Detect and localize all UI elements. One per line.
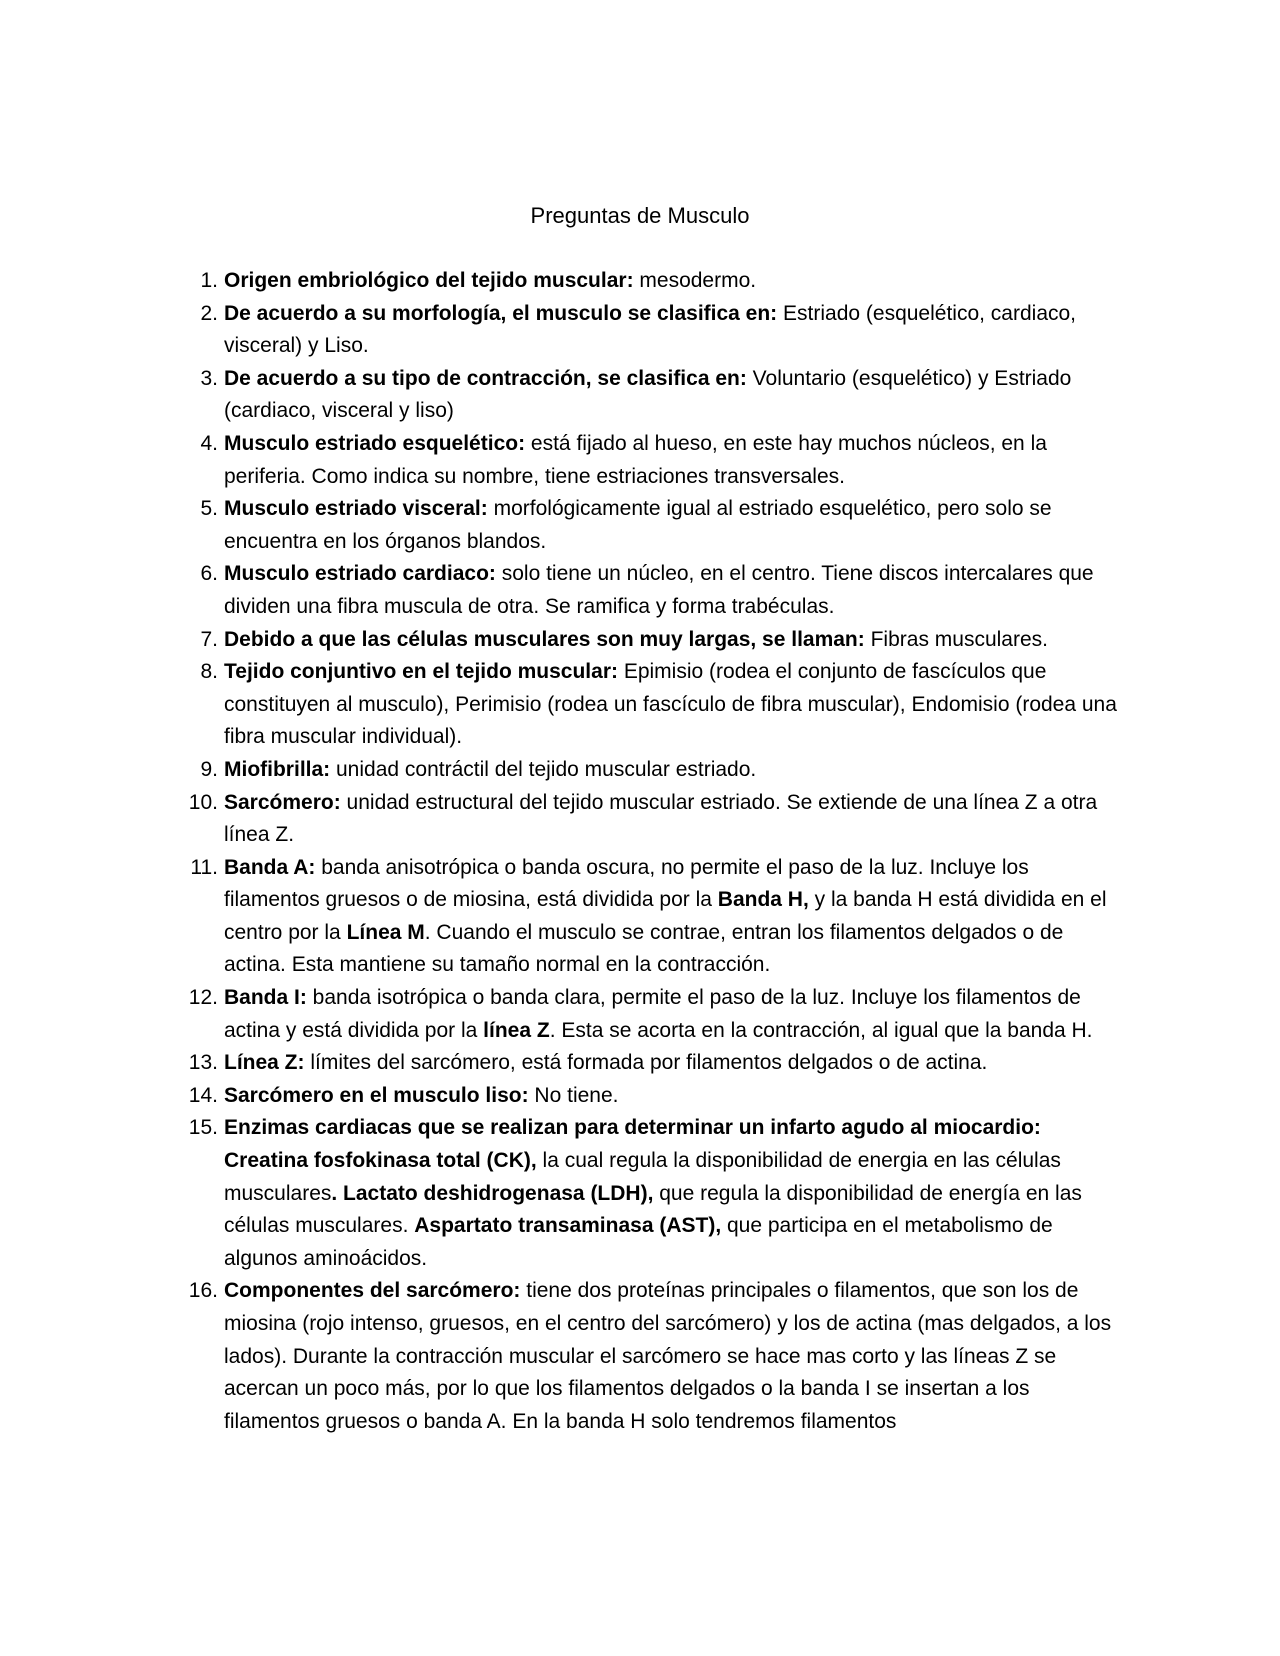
item-number: 9. xyxy=(200,757,218,781)
item-term: Componentes del sarcómero: xyxy=(224,1279,521,1303)
item-term: Musculo estriado cardiaco: xyxy=(224,562,496,586)
item-definition: unidad contráctil del tejido muscular estriado. xyxy=(330,757,757,781)
list-item xyxy=(180,428,1120,493)
list-item xyxy=(180,754,1120,787)
item-term: Enzimas cardiacas que se realizan para determinar un infarto agudo al miocardio: Creatina fosfokinasa total (CK), xyxy=(224,1116,1041,1173)
list-item xyxy=(180,493,1120,558)
item-text xyxy=(224,432,1047,488)
item-term: Musculo estriado visceral: xyxy=(224,497,488,521)
item-text xyxy=(224,758,756,781)
item-definition: No tiene. xyxy=(528,1083,619,1107)
item-term: Sarcómero: xyxy=(224,790,341,814)
item-number: 15. xyxy=(188,1116,218,1140)
item-term: Sarcómero en el musculo liso: xyxy=(224,1083,529,1107)
item-term: Línea Z: xyxy=(224,1051,305,1075)
item-definition: banda isotrópica o banda clara, permite el paso de la luz. Incluye los filamentos de actina y está dividida por la xyxy=(224,986,1081,1042)
item-number: 14. xyxy=(188,1083,218,1107)
item-term: De acuerdo a su tipo de contracción, se clasifica en: xyxy=(224,366,747,390)
item-text xyxy=(224,302,1076,358)
item-text xyxy=(224,628,1048,651)
list-item xyxy=(180,1112,1120,1275)
item-term: Tejido conjuntivo en el tejido muscular: xyxy=(224,660,618,684)
item-text xyxy=(224,1116,1082,1269)
item-definition: unidad estructural del tejido muscular estriado. Se extiende de una línea Z a otra línea Z. xyxy=(224,790,1098,847)
item-definition: morfológicamente igual al estriado esquelético, pero solo se encuentra en los órganos blandos. xyxy=(224,497,1052,553)
item-definition: solo tiene un núcleo, en el centro. Tiene discos intercalares que dividen una fibra muscula de otra. Se ramifica y forma trabéculas. xyxy=(224,562,1094,618)
item-definition: límites del sarcómero, está formada por filamentos delgados o de actina. xyxy=(304,1051,988,1075)
item-number: 6. xyxy=(200,562,218,586)
list-item xyxy=(180,265,1120,298)
list-item xyxy=(180,656,1120,754)
item-term: Banda A: xyxy=(224,855,316,879)
item-definition: que participa en el metabolismo de algunos aminoácidos. xyxy=(224,1214,1053,1270)
item-text xyxy=(224,660,1117,748)
item-text xyxy=(224,856,1107,977)
item-term: Línea M xyxy=(346,920,425,944)
item-definition: banda anisotrópica o banda oscura, no permite el paso de la luz. Incluye los filamentos gruesos o de miosina, está dividida por la xyxy=(224,855,1029,912)
item-term: línea Z xyxy=(483,1018,550,1042)
item-term: Origen embriológico del tejido muscular: xyxy=(224,269,634,292)
item-number: 3. xyxy=(200,366,218,390)
item-term: Miofibrilla: xyxy=(224,757,331,781)
item-term: Aspartato transaminasa (AST), xyxy=(414,1214,722,1238)
item-definition: Voluntario (esquelético) y Estriado (cardiaco, visceral y liso) xyxy=(224,366,1072,423)
item-number: 1. xyxy=(200,269,218,292)
item-number: 16. xyxy=(188,1279,218,1303)
item-number: 10. xyxy=(188,790,218,814)
item-term: . Lactato deshidrogenasa (LDH), xyxy=(331,1181,654,1205)
item-term: Musculo estriado esquelético: xyxy=(224,431,526,455)
item-text xyxy=(224,269,756,292)
item-number: 13. xyxy=(188,1051,218,1075)
item-number: 11. xyxy=(190,855,218,879)
item-number: 8. xyxy=(200,660,218,684)
list-item xyxy=(180,624,1120,657)
item-number: 4. xyxy=(200,431,218,455)
item-text xyxy=(224,986,1093,1042)
question-list xyxy=(180,265,1120,1438)
item-text xyxy=(224,367,1071,423)
list-item xyxy=(180,558,1120,623)
item-text xyxy=(224,1279,1111,1432)
item-definition: Epimisio (rodea el conjunto de fascículos que constituyen al musculo), Perimisio (rodea un fascículo de fibra muscular), Endomisio (rodea una fibra muscular individual). xyxy=(224,660,1117,749)
list-item xyxy=(180,1047,1120,1080)
item-number: 7. xyxy=(200,627,218,651)
item-definition: tiene dos proteínas principales o filamentos, que son los de miosina (rojo intenso, gruesos, en el centro del sarcómero) y los de actina (mas delgados, a los lados). Durante la contracción muscular el sarcómero se hace mas corto y las líneas Z se acercan un poco más, por lo que los filamentos delgados o la banda I se insertan a los filamentos gruesos o banda A. En la banda H solo tendremos filamentos xyxy=(224,1279,1112,1433)
item-definition: la cual regula la disponibilidad de energia en las células musculares xyxy=(224,1149,1061,1205)
item-term: Banda H, xyxy=(717,888,809,912)
list-item xyxy=(180,363,1120,428)
list-item xyxy=(180,1275,1120,1438)
list-item xyxy=(180,298,1120,363)
item-text xyxy=(224,1084,618,1107)
item-number: 12. xyxy=(188,986,218,1010)
item-text xyxy=(224,1051,987,1074)
list-item xyxy=(180,787,1120,852)
item-definition: Fibras musculares. xyxy=(864,627,1048,651)
item-number: 5. xyxy=(200,497,218,521)
list-item xyxy=(180,852,1120,982)
item-definition: Estriado (esquelético, cardiaco, visceral) y Liso. xyxy=(224,301,1077,358)
item-text xyxy=(224,497,1052,553)
item-definition: . Esta se acorta en la contracción, al igual que la banda H. xyxy=(549,1018,1093,1042)
item-text xyxy=(224,562,1094,618)
item-definition: . Cuando el musculo se contrae, entran los filamentos delgados o de actina. Esta mantiene su tamaño normal en la contracción. xyxy=(224,920,1064,977)
list-item xyxy=(180,1080,1120,1113)
item-definition: está fijado al hueso, en este hay muchos núcleos, en la periferia. Como indica su nombre, tiene estriaciones transversales. xyxy=(224,431,1047,488)
item-term: De acuerdo a su morfología, el musculo se clasifica en: xyxy=(224,301,778,325)
item-term: Banda I: xyxy=(224,986,307,1010)
item-definition: y la banda H está dividida en el centro por la xyxy=(224,888,1107,944)
item-definition: mesodermo. xyxy=(633,269,757,292)
list-item xyxy=(180,982,1120,1047)
item-number: 2. xyxy=(200,301,218,325)
item-text xyxy=(224,791,1097,847)
page-title: Preguntas de Musculo xyxy=(530,203,750,228)
item-definition: que regula la disponibilidad de energía en las células musculares. xyxy=(224,1181,1082,1238)
item-term: Debido a que las células musculares son muy largas, se llaman: xyxy=(224,627,865,651)
